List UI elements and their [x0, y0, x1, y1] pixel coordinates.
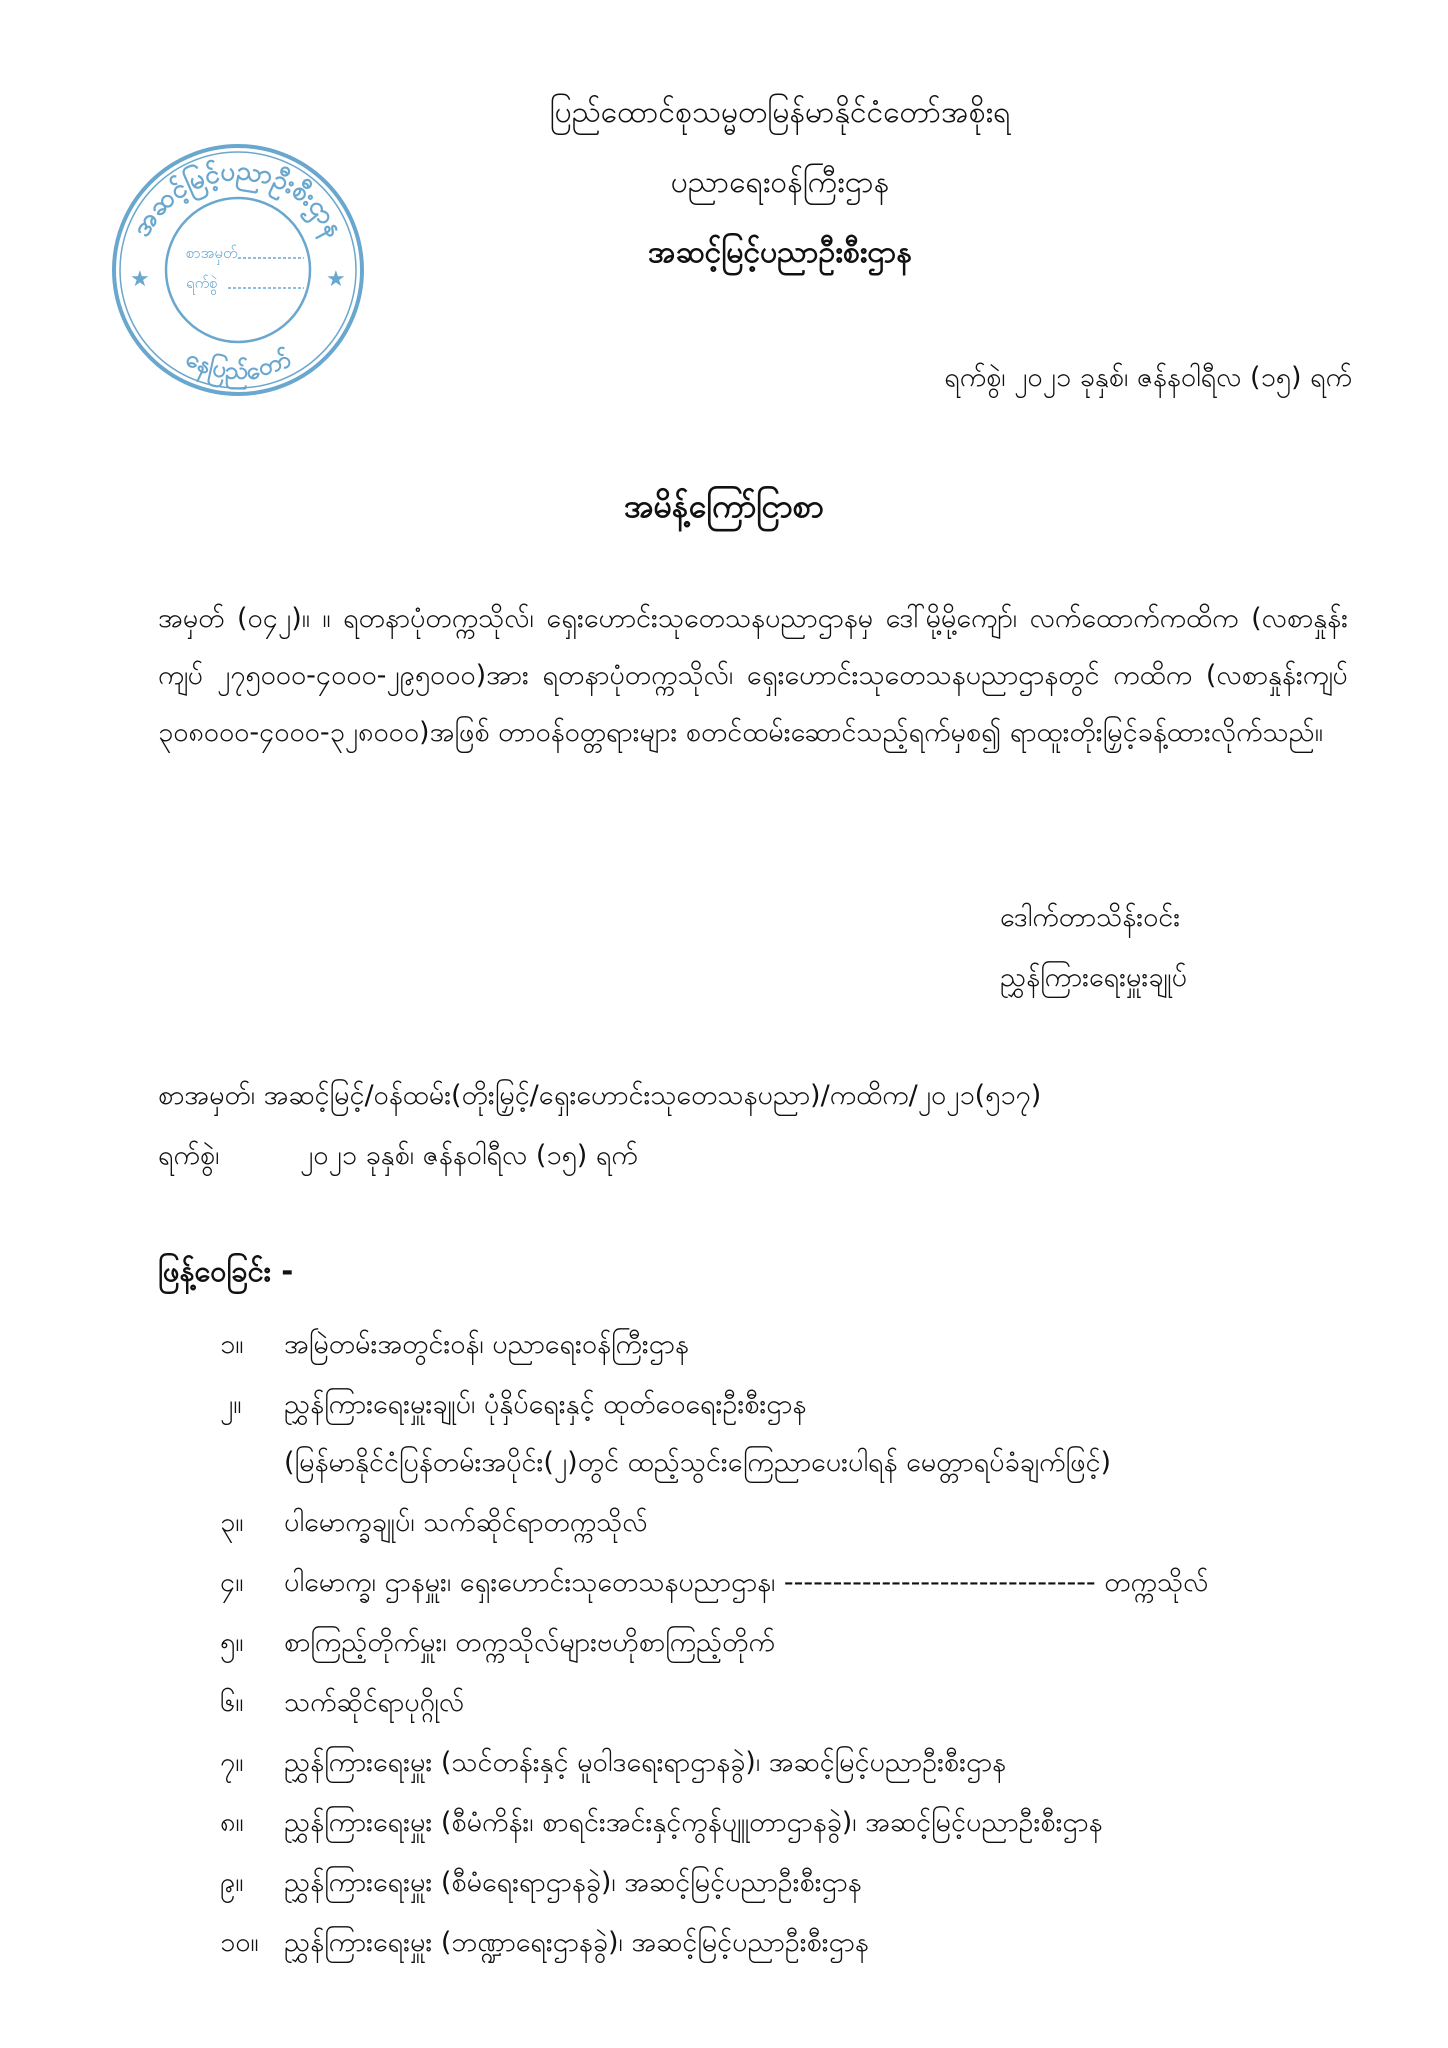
list-item-number: ၇။ — [220, 1747, 244, 1778]
list-item-text: စာကြည့်တိုက်မှူး၊ တက္ကသိုလ်များဗဟိုစာကြည့်တိုက် — [284, 1627, 775, 1658]
list-item-number: ၃။ — [220, 1507, 244, 1538]
reference-date-value: ၂၀၂၁ ခုနှစ်၊ ဇန်နဝါရီလ (၁၅) ရက် — [300, 1140, 638, 1171]
list-item-number: ၂။ — [220, 1389, 242, 1420]
list-item — [158, 1913, 1358, 1973]
list-item-text: ပါမောက္ခ၊ ဌာနမှူး၊ ရှေးဟောင်းသုတေသနပညာဌာန၊ -------------------------------- တက္ကသိုလ် — [284, 1567, 1209, 1598]
list-item — [158, 1315, 1358, 1375]
list-item — [158, 1613, 1358, 1673]
list-item-text: ညွှန်ကြားရေးမှူး (သင်တန်းနှင့် မူဝါဒရေးရာဌာနခွဲ)၊ အဆင့်မြင့်ပညာဦးစီးဌာန — [284, 1747, 1007, 1778]
reference-number: စာအမှတ်၊ အဆင့်မြင့်/ဝန်ထမ်း(တိုးမြှင့်/ရှေးဟောင်းသုတေသနပညာ)/ကထိက/၂၀၂၁(၅၁၇) — [158, 1080, 1042, 1111]
header-ministry: ပညာရေးဝန်ကြီးဌာန — [670, 165, 890, 200]
list-item-text: ညွှန်ကြားရေးမှူးချုပ်၊ ပုံနှိပ်ရေးနှင့် ထုတ်ဝေရေးဦးစီးဌာန — [284, 1389, 807, 1420]
list-item — [158, 1375, 1358, 1493]
seal-field-1: စာအမှတ် — [186, 244, 238, 262]
list-item-number: ၁။ — [220, 1329, 244, 1360]
list-item-number: ၈။ — [220, 1807, 244, 1838]
header-department: အဆင့်မြင့်ပညာဦးစီးဌာန — [648, 235, 912, 270]
distribution-title: ဖြန့်ဝေခြင်း - — [158, 1254, 294, 1288]
list-item — [158, 1733, 1358, 1793]
list-item-number: ၉။ — [220, 1867, 244, 1898]
list-item-text: ညွှန်ကြားရေးမှူး (စီမံရေးရာဌာနခွဲ)၊ အဆင့်မြင့်ပညာဦးစီးဌာန — [284, 1867, 862, 1898]
document-title: အမိန့်ကြော်ငြာစာ — [624, 487, 824, 525]
list-item-text: ပါမောက္ခချုပ်၊ သက်ဆိုင်ရာတက္ကသိုလ် — [284, 1507, 648, 1538]
header-government: ပြည်ထောင်စုသမ္မတမြန်မာနိုင်ငံတော်အစိုးရ — [549, 95, 1011, 130]
seal-top-text: အဆင့်မြင့်ပညာဦးစီးဌာန — [126, 155, 350, 242]
list-item-number: ၅။ — [220, 1627, 244, 1658]
list-item-number: ၆။ — [220, 1687, 244, 1718]
seal-bottom-text: နေပြည်တော် — [181, 343, 295, 387]
seal-field-2: ရက်စွဲ — [186, 274, 218, 292]
seal-star-left-icon: ★ — [130, 267, 150, 292]
order-body: အမှတ် (၀၄၂)။ ။ ရတနာပုံတက္ကသိုလ်၊ ရှေးဟောင်းသုတေသနပညာဌာနမှ ဒေါ်မို့မို့ကျော်၊ လက်ထောက်ကထိက (လစာနှုန်းကျပ် ၂၇၅၀၀၀-၄၀၀၀-၂၉၅၀၀၀)အား ရတနာပုံတက္ကသိုလ်၊ ရှေးဟောင်းသုတေသနပညာဌာနတွင် ကထိက (လစာနှုန်းကျပ် ၃၀၈၀၀၀-၄၀၀၀-၃၂၈၀၀၀)အဖြစ် တာဝန်ဝတ္တရားများ စတင်ထမ်းဆောင်သည့်ရက်မှစ၍ ရာထူးတိုးမြှင့်ခန့်ထားလိုက်သည်။ — [158, 603, 1348, 748]
list-item — [158, 1853, 1358, 1913]
reference-date-label: ရက်စွဲ၊ — [158, 1140, 220, 1171]
list-item — [158, 1793, 1358, 1853]
list-item-text: အမြဲတမ်းအတွင်းဝန်၊ ပညာရေးဝန်ကြီးဌာန — [284, 1329, 689, 1360]
list-item — [158, 1673, 1358, 1733]
list-item — [158, 1493, 1358, 1553]
list-item-note: (မြန်မာနိုင်ငံပြန်တမ်းအပိုင်း(၂)တွင် ထည့်သွင်းကြေညာပေးပါရန် မေတ္တာရပ်ခံချက်ဖြင့်) — [284, 1447, 1112, 1478]
signatory-name: ဒေါက်တာသိန်းဝင်း — [1000, 902, 1181, 933]
reference-date — [158, 1138, 638, 1178]
signatory-title: ညွှန်ကြားရေးမှူးချုပ် — [1000, 962, 1188, 993]
document-date: ရက်စွဲ၊ ၂၀၂၁ ခုနှစ်၊ ဇန်နဝါရီလ (၁၅) ရက် — [944, 362, 1352, 393]
list-item-text: ညွှန်ကြားရေးမှူး (စီမံကိန်း၊ စာရင်းအင်းနှင့်ကွန်ပျူတာဌာနခွဲ)၊ အဆင့်မြင့်ပညာဦးစီးဌာန — [284, 1807, 1103, 1838]
list-item — [158, 1553, 1358, 1613]
seal-star-right-icon: ★ — [326, 267, 346, 292]
list-item-text: သက်ဆိုင်ရာပုဂ္ဂိုလ် — [284, 1687, 465, 1718]
list-item-number: ၁၀။ — [220, 1927, 259, 1958]
list-item-text: ညွှန်ကြားရေးမှူး (ဘဏ္ဍာရေးဌာနခွဲ)၊ အဆင့်မြင့်ပညာဦးစီးဌာန — [284, 1927, 869, 1958]
list-item-number: ၄။ — [220, 1567, 244, 1598]
distribution-list — [158, 1315, 1358, 1973]
